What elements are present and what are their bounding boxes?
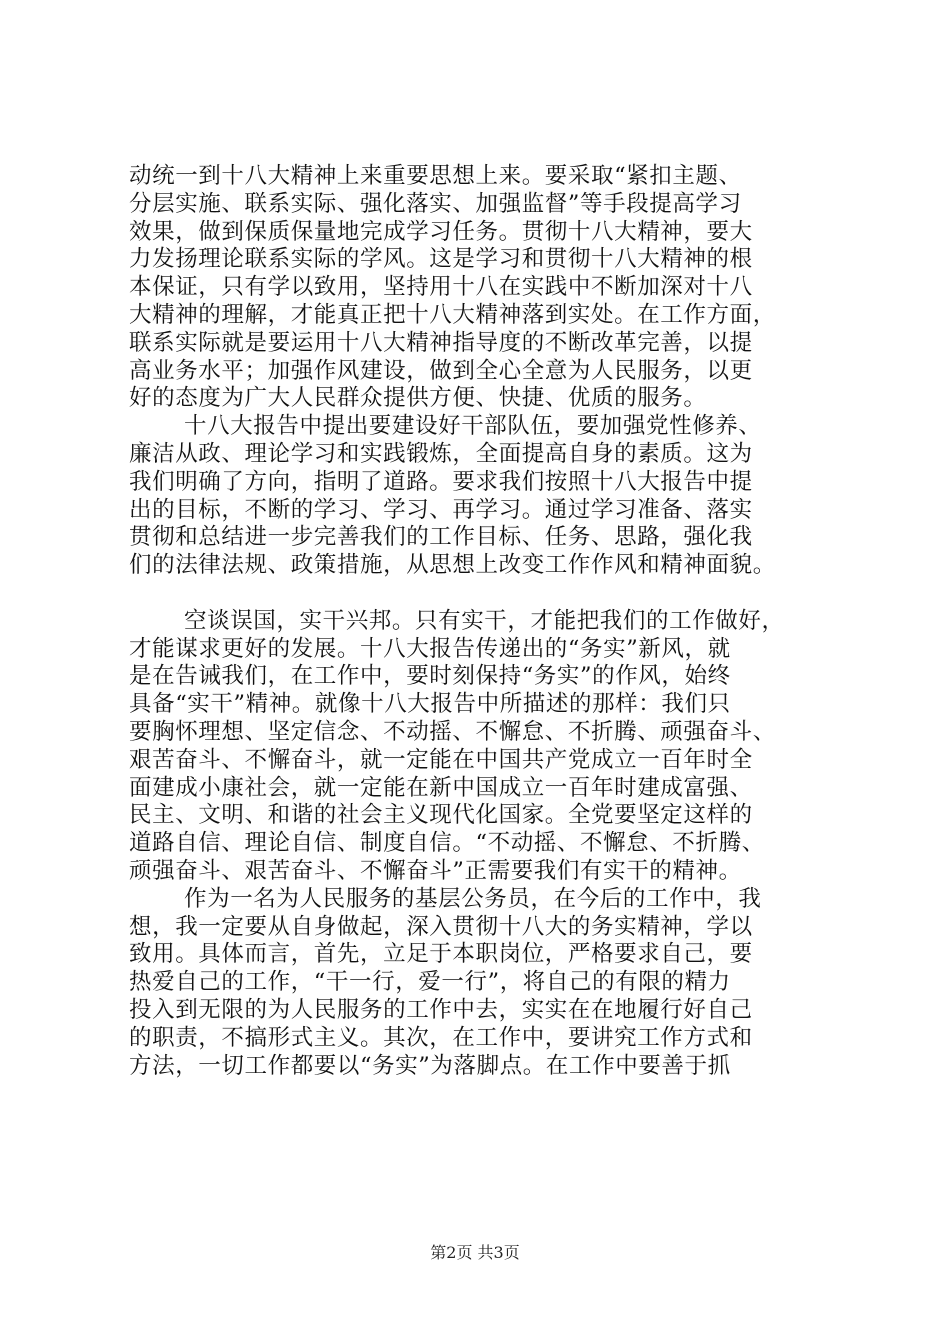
text-line: 的职责，不搞形式主义。其次，在工作中，要讲究工作方式和 [129,1024,753,1051]
text-line: 投入到无限的为人民服务的工作中去，实实在在地履行好自己 [129,996,753,1023]
text-line: 本保证，只有学以致用，坚持用十八在实践中不断加深对十八 [129,274,753,301]
text-line: 面建成小康社会，就一定能在新中国成立一百年时建成富强、 [129,774,753,801]
text-line: 们的法律法规、政策措施，从思想上改变工作作风和精神面貌。 [129,552,776,579]
text-line: 方法，一切工作都要以“务实”为落脚点。在工作中要善于抓 [129,1052,731,1079]
text-line: 我们明确了方向，指明了道路。要求我们按照十八大报告中提 [129,468,753,495]
text-line: 具备“实干”精神。就像十八大报告中所描述的那样：我们只 [129,691,731,718]
paragraph-start-line: 作为一名为人民服务的基层公务员，在今后的工作中，我 [184,885,762,912]
body-text [129,163,854,1080]
text-line: 效果，做到保质保量地完成学习任务。贯彻十八大精神，要大 [129,218,753,245]
text-line: 联系实际就是要运用十八大精神指导度的不断改革完善，以提 [129,329,753,356]
text-line: 是在告诫我们，在工作中，要时刻保持“务实”的作风，始终 [129,663,731,690]
text-line: 才能谋求更好的发展。十八大报告传递出的“务实”新风，就 [129,635,731,662]
text-line: 贯彻和总结进一步完善我们的工作目标、任务、思路，强化我 [129,524,753,551]
text-line: 廉洁从政、理论学习和实践锻炼，全面提高自身的素质。这为 [129,440,753,467]
paragraph-gap [129,580,854,608]
text-line: 顽强奋斗、艰苦奋斗、不懈奋斗”正需要我们有实干的精神。 [129,857,742,884]
text-line: 分层实施、联系实际、强化落实、加强监督”等手段提高学习 [129,190,742,217]
text-line: 热爱自己的工作，“干一行，爱一行”，将自己的有限的精力 [129,969,731,996]
text-line: 出的目标，不断的学习、学习、再学习。通过学习准备、落实 [129,496,753,523]
text-line: 大精神的理解，才能真正把十八大精神落到实处。在工作方面， [129,301,776,328]
text-line: 致用。具体而言，首先，立足于本职岗位，严格要求自己，要 [129,941,753,968]
text-line: 民主、文明、和谐的社会主义现代化国家。全党要坚定这样的 [129,802,753,829]
text-line: 动统一到十八大精神上来重要思想上来。要采取“紧扣主题、 [129,163,742,189]
page-footer: 第2页 共3页 [430,1243,520,1262]
paragraph-start-line: 空谈误国，实干兴邦。只有实干，才能把我们的工作做好， [184,607,785,634]
text-line: 力发扬理论联系实际的学风。这是学习和贯彻十八大精神的根 [129,246,753,273]
text-line: 艰苦奋斗、不懈奋斗，就一定能在中国共产党成立一百年时全 [129,746,753,773]
text-line: 要胸怀理想、坚定信念、不动摇、不懈怠、不折腾、顽强奋斗、 [129,718,776,745]
text-line: 好的态度为广大人民群众提供方便、快捷、优质的服务。 [129,385,707,412]
paragraph-start-line: 十八大报告中提出要建设好干部队伍，要加强党性修养、 [184,413,762,440]
text-line: 高业务水平；加强作风建设，做到全心全意为人民服务，以更 [129,357,753,384]
text-line: 想，我一定要从自身做起，深入贯彻十八大的务实精神，学以 [129,913,753,940]
text-line: 道路自信、理论自信、制度自信。“不动摇、不懈怠、不折腾、 [129,830,765,857]
